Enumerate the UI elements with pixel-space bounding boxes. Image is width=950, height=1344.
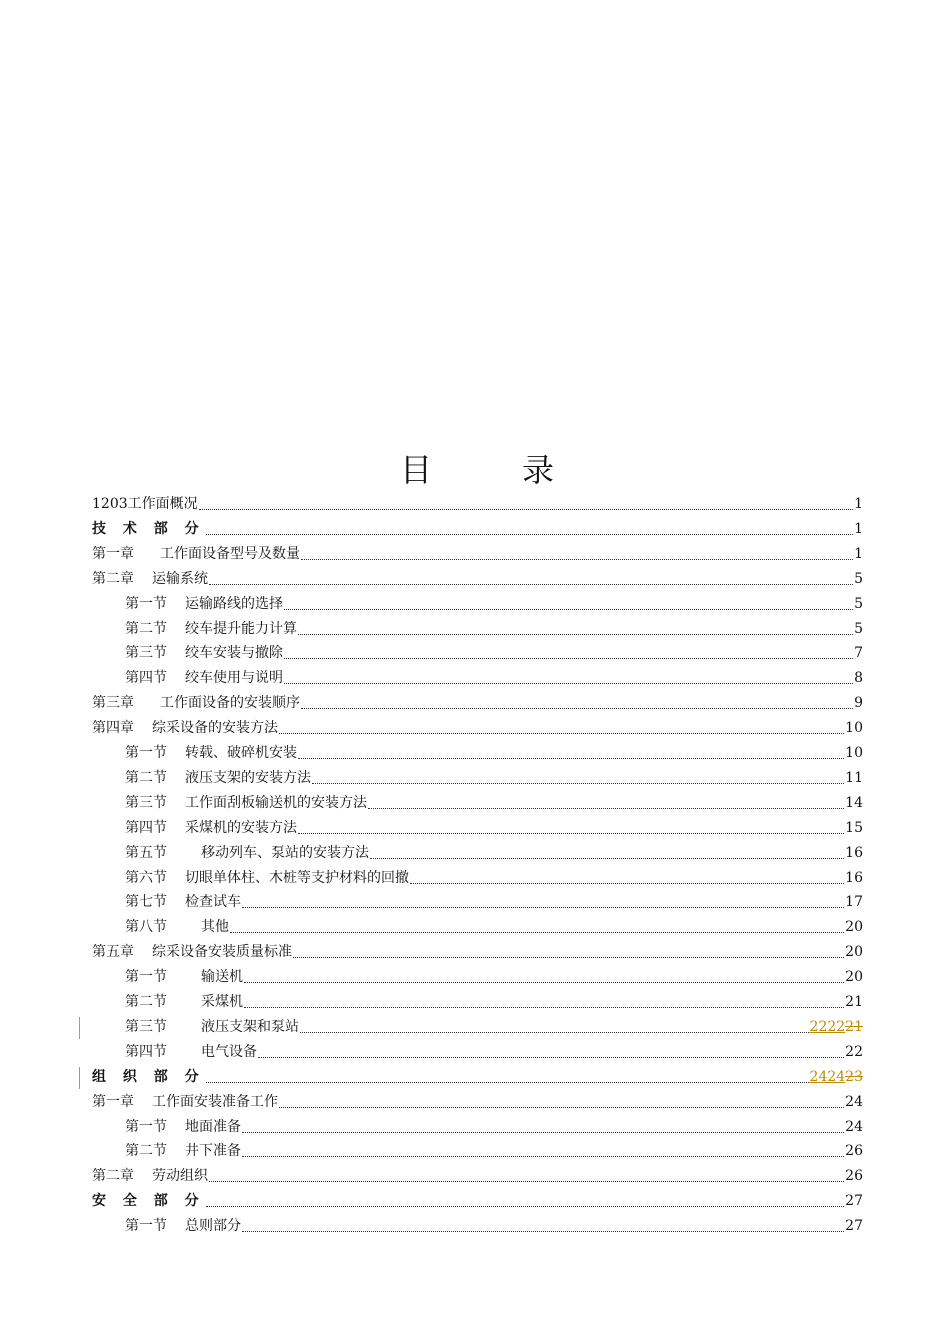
toc-entry[interactable] [92,542,863,567]
toc-entry-text: 液压支架的安装方法 [185,769,311,786]
toc-dot-leader [279,733,844,734]
toc-entry-page-number: 16 [845,869,863,886]
toc-entry-page-number: 5 [854,620,863,637]
toc-dot-leader [244,1007,844,1008]
toc-entry[interactable] [92,1065,863,1090]
toc-dot-leader [209,584,853,585]
toc-entry-number: 第二章 [92,1168,134,1185]
toc-entry[interactable] [92,716,863,741]
toc-entry[interactable] [125,890,863,915]
toc-entry[interactable] [92,1164,863,1189]
toc-entry-label [125,592,283,617]
toc-entry-text: 采煤机的安装方法 [185,819,297,836]
toc-entry-page-number: 16 [845,844,863,861]
toc-entry-label [92,567,208,592]
toc-entry-label [125,990,243,1015]
toc-entry[interactable] [125,1040,863,1065]
toc-entry-text: 绞车使用与说明 [185,670,283,687]
toc-dot-leader [300,1032,809,1033]
toc-entry-label [125,890,241,915]
toc-entry-page-number: 10 [845,745,863,761]
toc-dot-leader [298,758,844,759]
toc-entry-label [92,1090,278,1115]
toc-dot-leader [206,1206,845,1207]
toc-entry-label [125,816,297,841]
toc-entry[interactable] [125,1139,863,1164]
toc-entry-label [92,691,300,716]
toc-entry-page-number: 27 [845,1193,863,1210]
toc-dot-leader [284,609,853,610]
toc-entry-label [92,716,278,741]
toc-entry[interactable] [92,691,863,716]
toc-entry-number: 第五章 [92,944,134,961]
toc-entry-label [92,492,198,517]
toc-entry[interactable] [125,617,863,642]
toc-entry[interactable] [125,791,863,816]
toc-entry-number: 第二节 [125,769,167,786]
toc-entry-number: 第二节 [125,620,167,637]
toc-entry-number: 第四章 [92,720,134,737]
toc-entry[interactable] [92,517,863,542]
toc-entry-number: 第三节 [125,645,167,662]
toc-dot-leader [312,783,844,784]
toc-entry-text: 工作面设备型号及数量 [160,545,300,562]
toc-entry-label [125,741,297,766]
toc-entry-text: 技 术 部 分 [92,520,205,537]
toc-entry[interactable] [125,990,863,1015]
toc-entry[interactable] [92,1189,863,1214]
toc-entry-text: 总则部分 [185,1218,241,1235]
toc-entry-number: 第一节 [125,969,167,986]
toc-entry-text: 液压支架和泵站 [201,1018,299,1035]
toc-entry-page-number: 9 [854,695,863,712]
toc-entry-text: 组 织 部 分 [92,1068,205,1085]
toc-entry-label [92,1164,208,1189]
toc-entry-label [125,617,297,642]
toc-entry-page-number: 11 [845,769,863,786]
toc-entry[interactable] [92,1090,863,1115]
toc-entry-number: 第三节 [125,1018,167,1035]
toc-entry-page-number: 27 [845,1218,863,1235]
toc-entry-text: 绞车提升能力计算 [185,620,297,637]
toc-entry-page-number [810,1015,863,1040]
toc-entry-text: 切眼单体柱、木桩等支护材料的回撤 [185,869,409,886]
toc-dot-leader [230,932,844,933]
toc-entry-label [125,766,311,791]
toc-entry-page-number [810,1065,863,1090]
toc-dot-leader [199,509,853,510]
toc-entry-number: 第三章 [92,695,134,712]
toc-entry[interactable] [125,592,863,617]
toc-dot-leader [284,683,853,684]
toc-entry-text: 劳动组织 [152,1168,208,1185]
toc-entry-page-number: 14 [845,794,863,811]
toc-entry-text: 移动列车、泵站的安装方法 [201,844,369,861]
toc-entry-number: 第二节 [125,1143,167,1160]
toc-entry-page-number: 1 [854,545,863,562]
toc-entry-text: 综采设备安装质量标准 [152,944,292,961]
revision-inserted-page: 2222 [809,1018,846,1035]
toc-entry[interactable] [125,666,863,691]
toc-entry-page-number: 15 [845,819,863,836]
toc-dot-leader [298,833,844,834]
toc-entry-text: 其他 [201,919,229,936]
toc-dot-leader [258,1057,844,1058]
toc-dot-leader [368,808,844,809]
revision-inserted-page: 2424 [809,1068,846,1085]
toc-entry-number: 第六节 [125,869,167,886]
revision-deleted-page: 21 [845,1018,863,1035]
toc-entry[interactable] [125,841,863,866]
toc-entry[interactable] [125,1214,863,1239]
toc-entry-number: 第八节 [125,919,167,936]
toc-dot-leader [206,1082,809,1083]
toc-entry-number: 第四节 [125,1043,167,1060]
toc-dot-leader [284,658,853,659]
toc-entry-text: 工作面刮板输送机的安装方法 [185,794,367,811]
toc-entry[interactable] [125,816,863,841]
toc-entry-text: 工作面安装准备工作 [152,1093,278,1110]
toc-entry[interactable] [125,1015,863,1040]
toc-entry-text: 运输路线的选择 [185,595,283,612]
toc-entry-text: 安 全 部 分 [92,1193,205,1210]
toc-entry-text: 1203工作面概况 [92,496,198,512]
toc-entry-label [125,641,283,666]
toc-entry[interactable] [92,492,863,517]
toc-entry-text: 采煤机 [201,994,243,1010]
toc-entry-page-number: 8 [854,670,863,687]
toc-entry-label [125,1139,241,1164]
toc-entry-page-number: 20 [845,944,863,961]
toc-title-right: 录 [522,451,555,489]
toc-entry-page-number: 20 [845,969,863,986]
toc-dot-leader [242,1132,844,1133]
toc-entry-page-number: 22 [845,1043,863,1060]
toc-entry[interactable] [125,915,863,940]
revision-change-bar [79,1017,80,1039]
toc-entry-label [125,1214,241,1239]
toc-entry-page-number: 24 [845,1093,863,1110]
toc-entry-text: 检查试车 [185,894,241,911]
toc-entry-number: 第一节 [125,1218,167,1235]
toc-entry-number: 第五节 [125,844,167,861]
toc-dot-leader [293,957,844,958]
toc-entry-number: 第四节 [125,670,167,687]
toc-entry-label [125,841,369,866]
toc-entry[interactable] [125,965,863,990]
toc-entry-label [125,1015,299,1040]
toc-entry-label [125,915,229,940]
toc-title-left: 目 [400,451,433,489]
toc-entry-text: 电气设备 [201,1043,257,1060]
toc-entry-page-number: 24 [845,1118,863,1135]
toc-entry-text: 运输系统 [152,570,208,587]
toc-entry-label [92,517,205,542]
toc-entry-page-number: 26 [845,1143,863,1160]
toc-dot-leader [206,534,853,535]
toc-entry-label [125,791,367,816]
toc-entry-label [92,1189,205,1214]
toc-entry[interactable] [92,940,863,965]
toc-entry[interactable] [125,866,863,891]
toc-entry-number: 第一章 [92,545,134,562]
toc-entry-text: 地面准备 [185,1118,241,1135]
toc-entry-text: 井下准备 [185,1143,241,1160]
toc-entry[interactable] [125,766,863,791]
toc-entry-page-number: 10 [845,720,863,737]
toc-entry-page-number: 1 [854,496,863,512]
toc-entry-label [92,940,292,965]
toc-entry[interactable] [125,741,863,766]
toc-entry-number: 第二节 [125,994,167,1010]
toc-entry-page-number: 20 [845,919,863,936]
toc-dot-leader [242,1156,844,1157]
toc-entry-label [125,1040,257,1065]
toc-entry-text: 转载、破碎机安装 [185,745,297,761]
toc-dot-leader [209,1181,844,1182]
toc-entry-page-number: 5 [854,570,863,587]
toc-dot-leader [279,1107,844,1108]
toc-entry-number: 第一节 [125,595,167,612]
toc-entry-number: 第一节 [125,1118,167,1135]
toc-entry-number: 第四节 [125,819,167,836]
toc-entry-page-number: 5 [854,595,863,612]
toc-entry-label [125,1115,241,1140]
toc-entry-number: 第七节 [125,894,167,911]
toc-entry-number: 第二章 [92,570,134,587]
toc-entry-number: 第三节 [125,794,167,811]
toc-entry-text: 工作面设备的安装顺序 [160,695,300,712]
toc-entry-label [125,965,243,990]
toc-entry-label [125,666,283,691]
toc-entry-page-number: 21 [845,994,863,1010]
revision-deleted-page: 23 [845,1068,863,1085]
toc-entry-text: 绞车安装与撤除 [185,645,283,662]
toc-entry-number: 第一章 [92,1093,134,1110]
toc-entry-label [125,866,409,891]
toc-entry[interactable] [125,641,863,666]
toc-entry-number: 第一节 [125,745,167,761]
toc-dot-leader [410,883,844,884]
toc-dot-leader [244,982,844,983]
toc-dot-leader [298,634,853,635]
toc-dot-leader [301,559,853,560]
toc-entry-label [92,1065,205,1090]
toc-entry-page-number: 26 [845,1168,863,1185]
toc-entry[interactable] [125,1115,863,1140]
toc-dot-leader [242,1231,844,1232]
toc-dot-leader [242,907,844,908]
toc-dot-leader [370,858,844,859]
revision-change-bar [79,1067,80,1089]
toc-dot-leader [301,708,853,709]
toc-entry-text: 输送机 [201,969,243,986]
toc-entry-page-number: 17 [845,894,863,911]
toc-entry-page-number: 1 [854,520,863,537]
toc-entry-label [92,542,300,567]
toc-entry[interactable] [92,567,863,592]
toc-entry-page-number: 7 [854,645,863,662]
toc-entry-text: 综采设备的安装方法 [152,720,278,737]
